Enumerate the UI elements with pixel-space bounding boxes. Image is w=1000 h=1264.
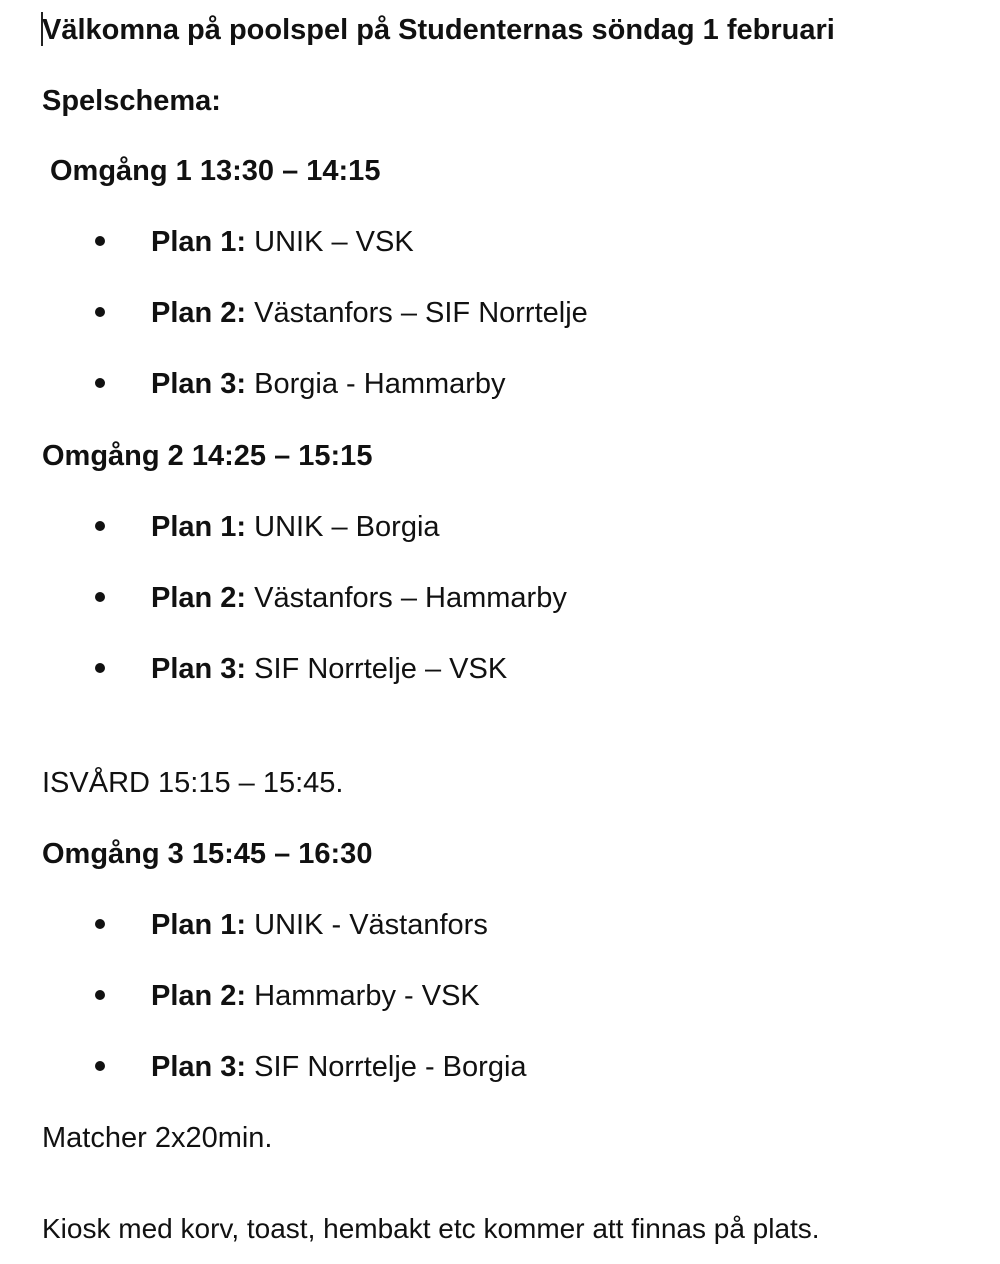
bullet-icon bbox=[95, 1061, 105, 1071]
bullet-icon bbox=[95, 236, 105, 246]
match-length-note: Matcher 2x20min. bbox=[42, 1122, 273, 1154]
round-2-heading: Omgång 2 14:25 – 15:15 bbox=[42, 440, 373, 472]
match-teams: Västanfors – Hammarby bbox=[254, 582, 567, 614]
plan-label: Plan 2: bbox=[151, 980, 247, 1012]
match-teams: UNIK – VSK bbox=[254, 226, 414, 258]
match-teams: SIF Norrtelje - Borgia bbox=[254, 1051, 527, 1083]
bullet-icon bbox=[95, 592, 105, 602]
list-item bbox=[95, 509, 440, 545]
list-item bbox=[95, 978, 480, 1014]
list-item bbox=[95, 295, 588, 331]
plan-label: Plan 3: bbox=[151, 1051, 247, 1083]
match-teams: Borgia - Hammarby bbox=[254, 368, 506, 400]
list-item bbox=[95, 580, 567, 616]
round-3-heading: Omgång 3 15:45 – 16:30 bbox=[42, 838, 373, 870]
list-item bbox=[95, 651, 507, 687]
list-item bbox=[95, 1049, 527, 1085]
plan-label: Plan 1: bbox=[151, 226, 247, 258]
match-teams: UNIK - Västanfors bbox=[254, 909, 488, 941]
list-item bbox=[95, 366, 506, 402]
match-teams: Västanfors – SIF Norrtelje bbox=[254, 297, 588, 329]
list-item bbox=[95, 224, 414, 260]
list-item bbox=[95, 907, 488, 943]
bullet-icon bbox=[95, 919, 105, 929]
round-1-heading: Omgång 1 13:30 – 14:15 bbox=[50, 155, 381, 187]
plan-label: Plan 1: bbox=[151, 909, 247, 941]
bullet-icon bbox=[95, 307, 105, 317]
ice-break-note: ISVÅRD 15:15 – 15:45. bbox=[42, 767, 344, 799]
plan-label: Plan 3: bbox=[151, 368, 247, 400]
bullet-icon bbox=[95, 990, 105, 1000]
bullet-icon bbox=[95, 521, 105, 531]
match-teams: UNIK – Borgia bbox=[254, 511, 440, 543]
match-teams: Hammarby - VSK bbox=[254, 980, 480, 1012]
bullet-icon bbox=[95, 378, 105, 388]
plan-label: Plan 2: bbox=[151, 297, 247, 329]
match-teams: SIF Norrtelje – VSK bbox=[254, 653, 508, 685]
kiosk-note: Kiosk med korv, toast, hembakt etc kommer att finnas på plats. bbox=[42, 1213, 820, 1244]
plan-label: Plan 1: bbox=[151, 511, 247, 543]
schedule-heading: Spelschema: bbox=[42, 85, 221, 117]
document-title: Välkomna på poolspel på Studenternas söndag 1 februari bbox=[42, 14, 835, 46]
plan-label: Plan 2: bbox=[151, 582, 247, 614]
plan-label: Plan 3: bbox=[151, 653, 247, 685]
bullet-icon bbox=[95, 663, 105, 673]
